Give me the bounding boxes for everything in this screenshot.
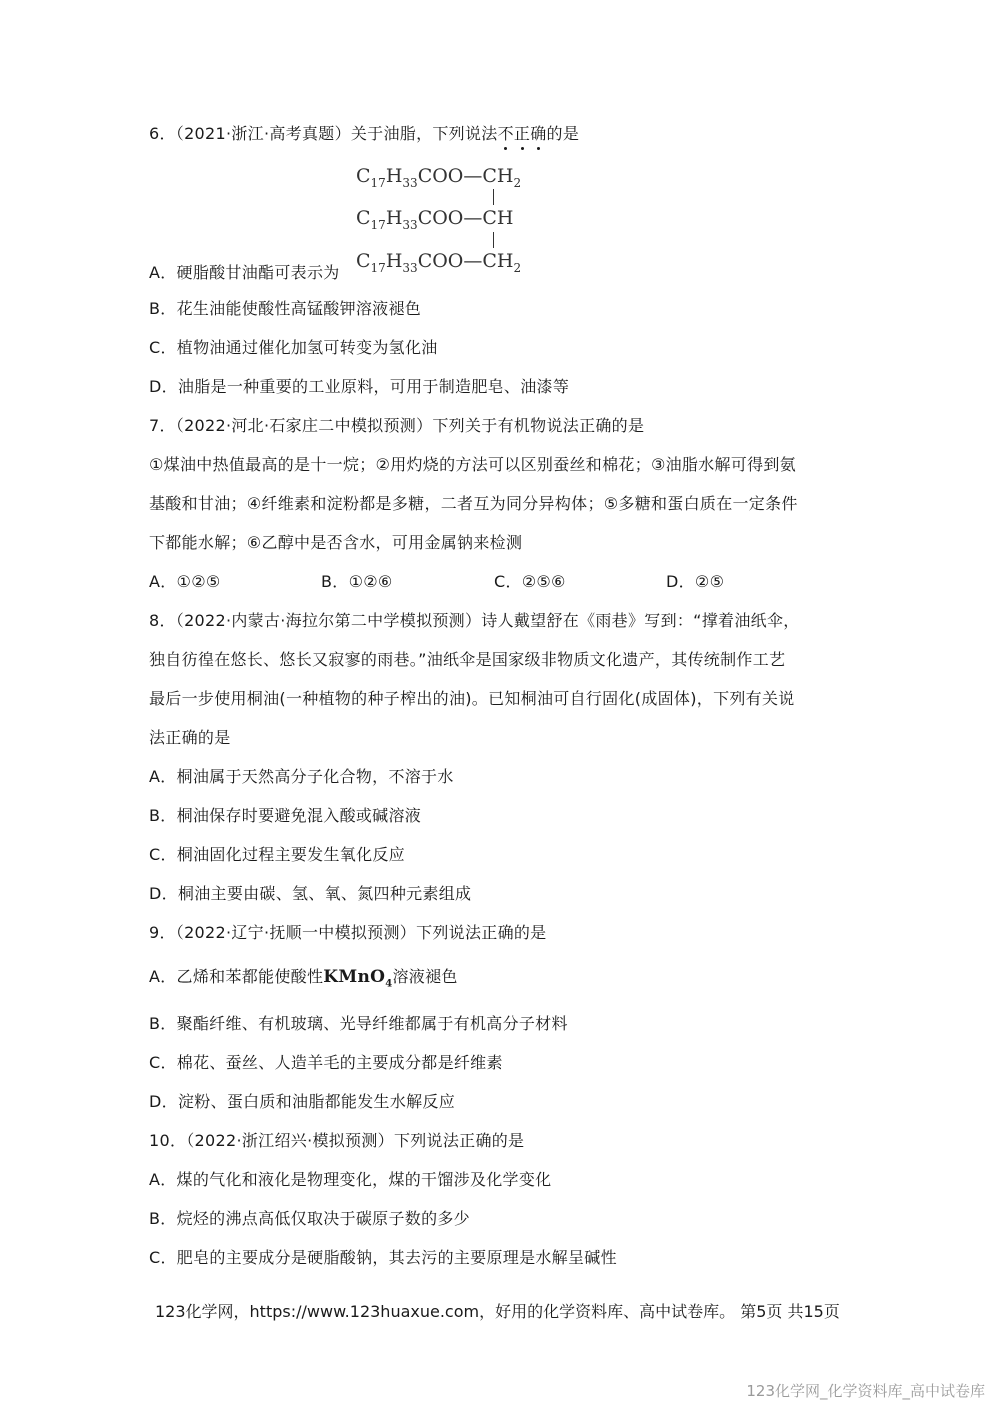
q10-option-b: B．烷烃的沸点高低仅取决于碳原子数的多少 (149, 1209, 470, 1228)
q10-option-c: C．肥皂的主要成分是硬脂酸钠，其去污的主要原理是水解呈碱性 (149, 1248, 617, 1267)
q10-stem: 10．（2022·浙江绍兴·模拟预测）下列说法正确的是 (149, 1131, 525, 1150)
q7-option-c: C．②⑤⑥ (494, 572, 566, 591)
emphasis-char: 正 (513, 124, 531, 143)
q8-stem-line-1: 8．（2022·内蒙古·海拉尔第二中学模拟预测）诗人戴望舒在《雨巷》写到：“撑着油纸伞， (149, 611, 800, 630)
emphasis-char: 不 (497, 124, 514, 143)
q7-option-a: A．①②⑤ (149, 572, 221, 591)
glyceryl-stearate-formula (356, 162, 546, 280)
q9-option-c: C．棉花、蚕丝、人造羊毛的主要成分都是纤维素 (149, 1053, 503, 1072)
q8-option-b: B．桐油保存时要避免混入酸或碱溶液 (149, 806, 422, 825)
q7-option-d: D．②⑤ (666, 572, 725, 591)
formula-bond-1 (493, 189, 494, 205)
q10-option-a: A．煤的气化和液化是物理变化，煤的干馏涉及化学变化 (149, 1170, 552, 1189)
q6-stem-pre: 6．（2021·浙江·高考真题）关于油脂，下列说法 (149, 124, 498, 143)
formula-row-2: $C_{17}H_{33}COO—CH$ (356, 207, 514, 232)
q9-option-d: D．淀粉、蛋白质和油脂都能发生水解反应 (149, 1092, 456, 1111)
page-footer: 123化学网，https://www.123huaxue.com，好用的化学资料库、高中试卷库。 第5页 共15页 (155, 1302, 840, 1321)
emphasis-char: 确 (530, 124, 547, 143)
q8-option-d: D．桐油主要由碳、氢、氧、氮四种元素组成 (149, 884, 472, 903)
q8-stem-line-3: 最后一步使用桐油(一种植物的种子榨出的油)。已知桐油可自行固化(成固体)，下列有关说 (149, 689, 795, 708)
q6-stem (149, 123, 579, 145)
q8-option-c: C．桐油固化过程主要发生氧化反应 (149, 845, 405, 864)
q7-body-line-3: 下都能水解；⑥乙醇中是否含水，可用金属钠来检测 (149, 533, 523, 552)
q8-stem-line-4: 法正确的是 (149, 728, 231, 747)
q6-option-b: B．花生油能使酸性高锰酸钾溶液褪色 (149, 299, 422, 318)
q7-option-b: B．①②⑥ (321, 572, 393, 591)
formula-row-1: $C_{17}H_{33}COO—CH_2$ (356, 165, 522, 190)
formula-bond-2 (493, 232, 494, 248)
q7-body-line-2: 基酸和甘油；④纤维素和淀粉都是多糖，二者互为同分异构体；⑤多糖和蛋白质在一定条件 (149, 494, 798, 513)
q6-stem-emphasis (498, 124, 547, 143)
q6-option-a: A．硬脂酸甘油酯可表示为 (149, 263, 340, 282)
q9-option-b: B．聚酯纤维、有机玻璃、光导纤维都属于有机高分子材料 (149, 1014, 568, 1033)
q6-option-d: D．油脂是一种重要的工业原料，可用于制造肥皂、油漆等 (149, 377, 570, 396)
q9-stem: 9．（2022·辽宁·抚顺一中模拟预测）下列说法正确的是 (149, 923, 547, 942)
q7-body-line-1: ①煤油中热值最高的是十一烷；②用灼烧的方法可以区别蚕丝和棉花；③油脂水解可得到氨 (149, 455, 797, 474)
q6-stem-post: 的是 (546, 124, 580, 143)
site-watermark: 123化学网_化学资料库_高中试卷库 (746, 1382, 985, 1400)
q8-option-a: A．桐油属于天然高分子化合物，不溶于水 (149, 767, 454, 786)
q9-option-a: A．乙烯和苯都能使酸性KMnO$_4$溶液褪色 (149, 967, 458, 990)
formula-row-3: $C_{17}H_{33}COO—CH_2$ (356, 250, 522, 275)
kmno4-formula: KMnO$_4$ (323, 967, 393, 990)
q7-stem: 7．（2022·河北·石家庄二中模拟预测）下列关于有机物说法正确的是 (149, 416, 645, 435)
q8-stem-line-2: 独自彷徨在悠长、悠长又寂寥的雨巷。”油纸伞是国家级非物质文化遗产，其传统制作工艺 (149, 650, 786, 669)
q6-option-c: C．植物油通过催化加氢可转变为氢化油 (149, 338, 438, 357)
